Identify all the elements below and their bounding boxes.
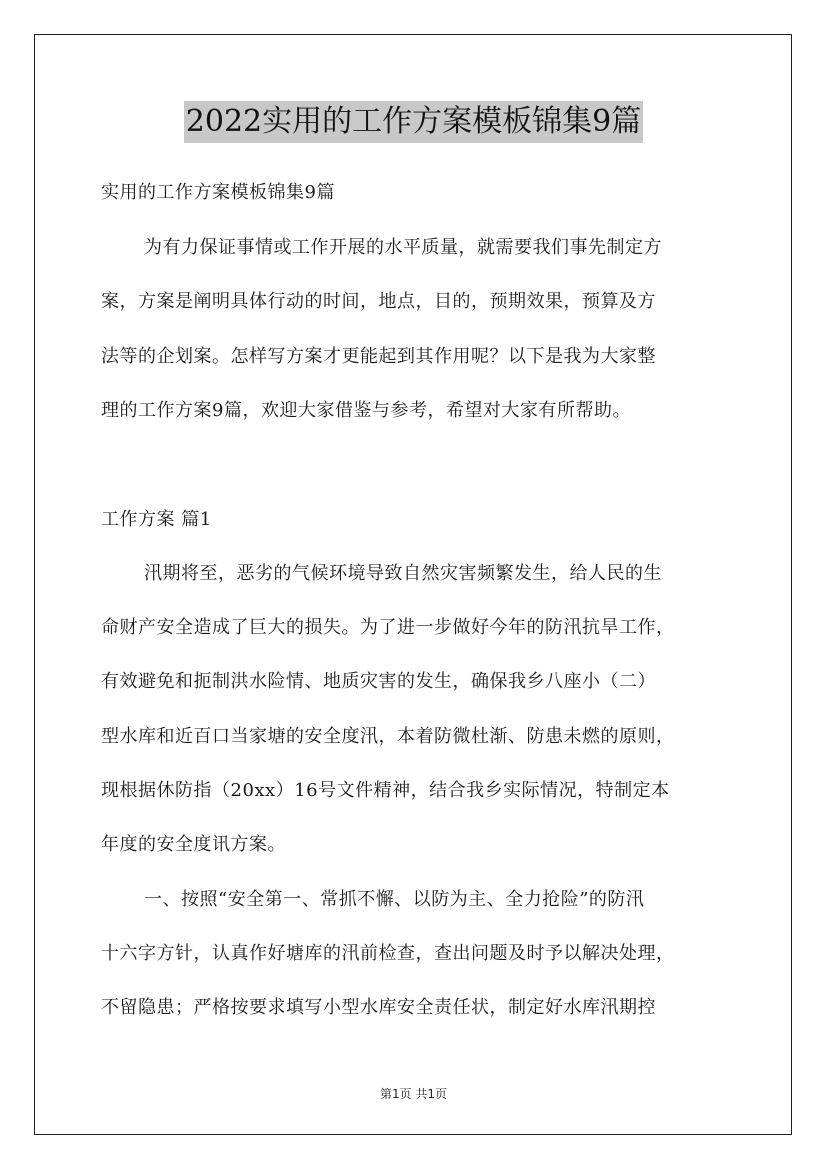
- point-line-1: 一、按照“安全第一、常抓不懈、以防为主、全力抢险”的防汛: [144, 889, 645, 910]
- section-line-4: 型水库和近百口当家塘的安全度汛，本着防微杜渐、防患未燃的原则，: [101, 726, 675, 747]
- section-line-6: 年度的安全度讯方案。: [101, 834, 286, 855]
- page-number: 第1页 共1页: [379, 1087, 448, 1101]
- intro-line-3: 法等的企划案。怎样写方案才更能起到其作用呢？以下是我为大家整: [101, 346, 656, 367]
- section-heading: 工作方案 篇1: [101, 509, 212, 530]
- section-line-2: 命财产安全造成了巨大的损失。为了进一步做好今年的防汛抗旱工作，: [101, 617, 675, 638]
- section-line-1: 汛期将至，恶劣的气候环境导致自然灾害频繁发生，给人民的生: [144, 563, 662, 584]
- section-line-3: 有效避免和扼制洪水险情、地质灾害的发生，确保我乡八座小（二）: [101, 671, 656, 692]
- point-line-2: 十六字方针，认真作好塘库的汛前检查，查出问题及时予以解决处理，: [101, 943, 675, 964]
- document-title: 2022实用的工作方案模板锦集9篇: [184, 101, 643, 143]
- intro-line-1: 为有力保证事情或工作开展的水平质量，就需要我们事先制定方: [144, 237, 662, 258]
- subtitle: 实用的工作方案模板锦集9篇: [101, 182, 335, 203]
- point-line-3: 不留隐患；严格按要求填写小型水库安全责任状，制定好水库汛期控: [101, 997, 656, 1018]
- intro-line-2: 案，方案是阐明具体行动的时间，地点，目的，预期效果，预算及方: [101, 291, 656, 312]
- intro-line-4: 理的工作方案9篇，欢迎大家借鉴与参考，希望对大家有所帮助。: [101, 400, 631, 421]
- section-line-5: 现根据休防指（20xx）16号文件精神，结合我乡实际情况，特制定本: [101, 780, 670, 801]
- title-block: [0, 101, 827, 143]
